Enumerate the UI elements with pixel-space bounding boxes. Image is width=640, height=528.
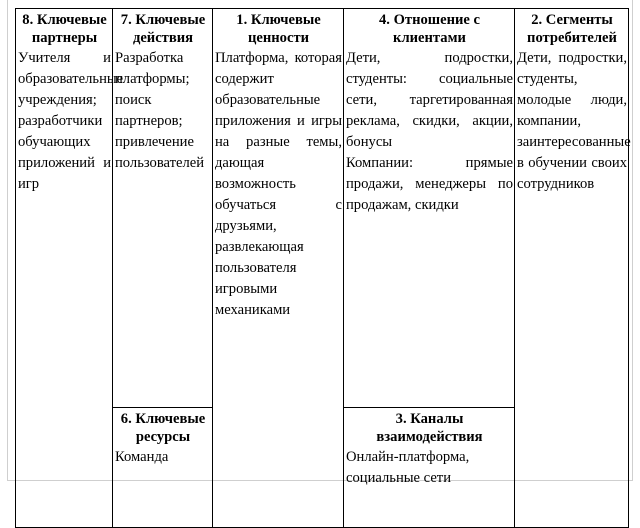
key-activities-cell bbox=[113, 9, 213, 408]
value-proposition-cell bbox=[213, 9, 344, 528]
key-partners-text: Учителя и образовательные учреждения; разработчики обучающих приложений и игр bbox=[18, 50, 124, 192]
key-partners-title: 8. Ключевые партнеры bbox=[22, 12, 107, 46]
customer-segments-cell bbox=[515, 9, 629, 528]
channels-text: Онлайн-платформа, социальные сети bbox=[346, 449, 470, 486]
key-partners-cell bbox=[16, 9, 124, 528]
key-resources-cell bbox=[113, 408, 213, 528]
channels-title: 3. Каналы взаимодействия bbox=[376, 411, 483, 445]
customer-relationships-cell bbox=[344, 9, 515, 408]
channels-cell bbox=[344, 408, 515, 528]
customer-segments-title: 2. Сегменты потребителей bbox=[527, 12, 617, 46]
key-activities-text: Разработка платформы; поиск партнеров; привлечение пользователей bbox=[115, 50, 205, 171]
canvas-table bbox=[15, 8, 629, 528]
value-proposition-title: 1. Ключевые ценности bbox=[236, 12, 321, 46]
key-activities-title: 7. Ключевые действия bbox=[120, 12, 206, 46]
key-resources-title: 6. Ключевые ресурсы bbox=[120, 411, 206, 445]
customer-relationships-title: 4. Отношение с клиентами bbox=[378, 12, 481, 46]
customer-segments-text: Дети, подростки, студенты, молодые люди, компании, заинтересованные в обучении своих сотрудников bbox=[517, 50, 631, 192]
key-resources-text: Команда bbox=[115, 449, 169, 465]
value-proposition-text: Платформа, которая содержит образовательные приложения и игры на разные темы, дающая возможность обучаться с друзьями, развлекающая пользователя игровыми механиками bbox=[215, 50, 342, 318]
customer-relationships-text: Дети, подростки, студенты: социальные сети, таргетированная реклама, скидки, акции, бонусы Компании: прямые продажи, менеджеры по продажам, скидки bbox=[346, 50, 513, 213]
